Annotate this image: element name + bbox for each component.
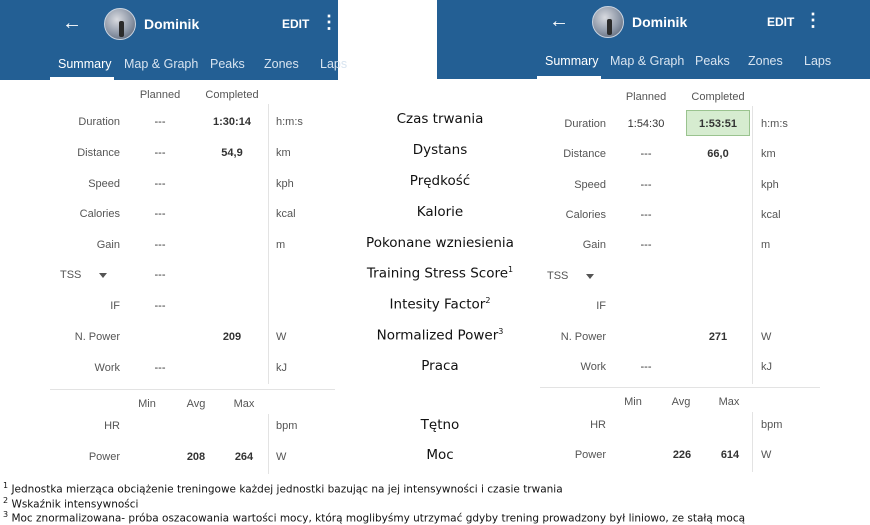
tss-dropdown[interactable]	[60, 269, 107, 281]
pl-label-hr: Tętno	[420, 417, 460, 433]
planned-calories: ---	[154, 208, 166, 220]
pl-label-npower: Normalized Power$^3$	[376, 327, 504, 344]
planned-if: ---	[154, 300, 166, 312]
unit-gain: m	[276, 239, 286, 251]
tab-indicator	[537, 76, 601, 79]
row-label-tss: TSS	[547, 270, 569, 282]
planned-work: ---	[640, 361, 652, 373]
pl-label-duration: Czas trwania	[396, 111, 484, 127]
row-label-gain: Gain	[96, 239, 120, 251]
row-label-if: IF	[110, 300, 120, 312]
planned-speed: ---	[640, 179, 652, 191]
min-header: Min	[624, 396, 642, 408]
divider	[50, 389, 335, 390]
pl-label-work: Praca	[421, 358, 459, 374]
planned-calories: ---	[640, 209, 652, 221]
arrow-left-icon[interactable]: ←	[62, 12, 82, 34]
min-header: Min	[138, 398, 156, 410]
more-vert-icon[interactable]: ⋮	[320, 12, 338, 32]
pl-label-tss: Training Stress Score$^1$	[366, 265, 514, 282]
row-label-speed: Speed	[88, 178, 120, 190]
divider	[752, 412, 753, 472]
planned-header: Planned	[139, 89, 181, 101]
footnote-2: $^2$ Wskaźnik intensywności	[3, 496, 139, 511]
completed-duration[interactable]: 1:30:14	[213, 116, 251, 128]
row-label-duration: Duration	[78, 116, 120, 128]
tab-zones[interactable]: Zones	[264, 57, 299, 71]
unit-gain: m	[761, 239, 771, 251]
unit-calories: kcal	[276, 208, 296, 220]
unit-speed: kph	[761, 179, 779, 191]
right-activity-panel	[437, 0, 870, 79]
divider	[540, 387, 820, 388]
row-label-work: Work	[94, 362, 120, 374]
planned-work: ---	[154, 362, 166, 374]
planned-gain: ---	[640, 239, 652, 251]
unit-duration: h:m:s	[761, 118, 788, 130]
unit-work: kJ	[276, 362, 287, 374]
row-label-power: Power	[574, 449, 606, 461]
completed-distance[interactable]: 66,0	[707, 148, 729, 160]
arrow-left-icon[interactable]: ←	[549, 10, 569, 32]
completed-npower[interactable]: 209	[222, 331, 242, 343]
tss-dropdown[interactable]	[547, 270, 594, 282]
unit-calories: kcal	[761, 209, 781, 221]
caret-down-icon	[99, 273, 107, 278]
planned-duration: 1:54:30	[627, 118, 665, 130]
row-label-if: IF	[596, 300, 606, 312]
tab-indicator	[50, 77, 114, 80]
tab-map-graph[interactable]: Map & Graph	[610, 54, 685, 68]
unit-hr: bpm	[761, 419, 783, 431]
planned-distance: ---	[154, 147, 166, 159]
completed-distance[interactable]: 54,9	[221, 147, 243, 159]
row-label-distance: Distance	[77, 147, 120, 159]
unit-power: W	[276, 451, 287, 463]
unit-hr: bpm	[276, 420, 298, 432]
max-power: 264	[234, 451, 254, 463]
pl-label-gain: Pokonane wzniesienia	[366, 235, 514, 251]
unit-npower: W	[761, 331, 772, 343]
max-header: Max	[233, 398, 255, 410]
pl-label-speed: Prędkość	[409, 173, 471, 189]
avatar[interactable]	[104, 8, 136, 40]
row-label-calories: Calories	[565, 209, 606, 221]
unit-work: kJ	[761, 361, 772, 373]
row-label-hr: HR	[590, 419, 606, 431]
row-label-duration: Duration	[564, 118, 606, 130]
edit-button[interactable]: EDIT	[282, 17, 310, 31]
user-name: Dominik	[632, 14, 688, 30]
avg-header: Avg	[186, 398, 206, 410]
pl-label-power: Moc	[426, 447, 454, 463]
completed-npower[interactable]: 271	[708, 331, 728, 343]
tab-summary[interactable]: Summary	[58, 57, 112, 71]
unit-distance: km	[761, 148, 776, 160]
more-vert-icon[interactable]: ⋮	[804, 10, 822, 30]
divider	[752, 106, 753, 384]
tab-zones[interactable]: Zones	[748, 54, 783, 68]
left-activity-panel	[0, 0, 348, 80]
max-header: Max	[718, 396, 740, 408]
row-label-distance: Distance	[563, 148, 606, 160]
unit-distance: km	[276, 147, 291, 159]
avg-power: 226	[672, 449, 692, 461]
tab-map-graph[interactable]: Map & Graph	[124, 57, 199, 71]
row-label-tss: TSS	[60, 269, 82, 281]
planned-distance: ---	[640, 148, 652, 160]
tab-peaks[interactable]: Peaks	[695, 54, 730, 68]
row-label-gain: Gain	[582, 239, 606, 251]
row-label-hr: HR	[104, 420, 120, 432]
unit-power: W	[761, 449, 772, 461]
max-power: 614	[720, 449, 740, 461]
completed-duration[interactable]: 1:53:51	[699, 118, 737, 130]
planned-header: Planned	[625, 91, 667, 103]
row-label-calories: Calories	[79, 208, 120, 220]
unit-npower: W	[276, 331, 287, 343]
tab-peaks[interactable]: Peaks	[210, 57, 245, 71]
row-label-npower: N. Power	[560, 331, 606, 343]
tab-summary[interactable]: Summary	[545, 54, 599, 68]
unit-duration: h:m:s	[276, 116, 303, 128]
planned-gain: ---	[154, 239, 166, 251]
tab-laps[interactable]: Laps	[320, 57, 348, 71]
edit-button[interactable]: EDIT	[767, 15, 795, 29]
divider	[268, 414, 269, 474]
completed-header: Completed	[205, 89, 259, 101]
row-label-work: Work	[580, 361, 606, 373]
pl-label-calories: Kalorie	[416, 204, 464, 220]
caret-down-icon	[586, 274, 594, 279]
app-bar	[437, 0, 870, 79]
avg-power: 208	[186, 451, 206, 463]
pl-label-if: Intesity Factor$^2$	[389, 296, 491, 313]
user-name: Dominik	[144, 16, 200, 32]
planned-duration: ---	[154, 116, 166, 128]
row-label-npower: N. Power	[74, 331, 120, 343]
row-label-power: Power	[88, 451, 120, 463]
divider	[268, 104, 269, 384]
row-label-speed: Speed	[574, 179, 606, 191]
completed-header: Completed	[691, 91, 745, 103]
app-bar	[0, 0, 348, 80]
planned-speed: ---	[154, 178, 166, 190]
avg-header: Avg	[671, 396, 691, 408]
planned-tss: ---	[154, 269, 166, 281]
pl-label-distance: Dystans	[412, 142, 468, 158]
footnote-1: $^1$ Jednostka mierząca obciążenie treningowe każdej jednostki bazując na jej intensywności i czasie trwania	[3, 481, 563, 496]
tab-laps[interactable]: Laps	[804, 54, 832, 68]
unit-speed: kph	[276, 178, 294, 190]
footnote-3: $^3$ Moc znormalizowana- próba oszacowania wartości mocy, którą moglibyśmy utrzymać gdyby trening prowadzony był liniowo, ze stałą mocą	[3, 510, 746, 525]
avatar[interactable]	[592, 6, 624, 38]
